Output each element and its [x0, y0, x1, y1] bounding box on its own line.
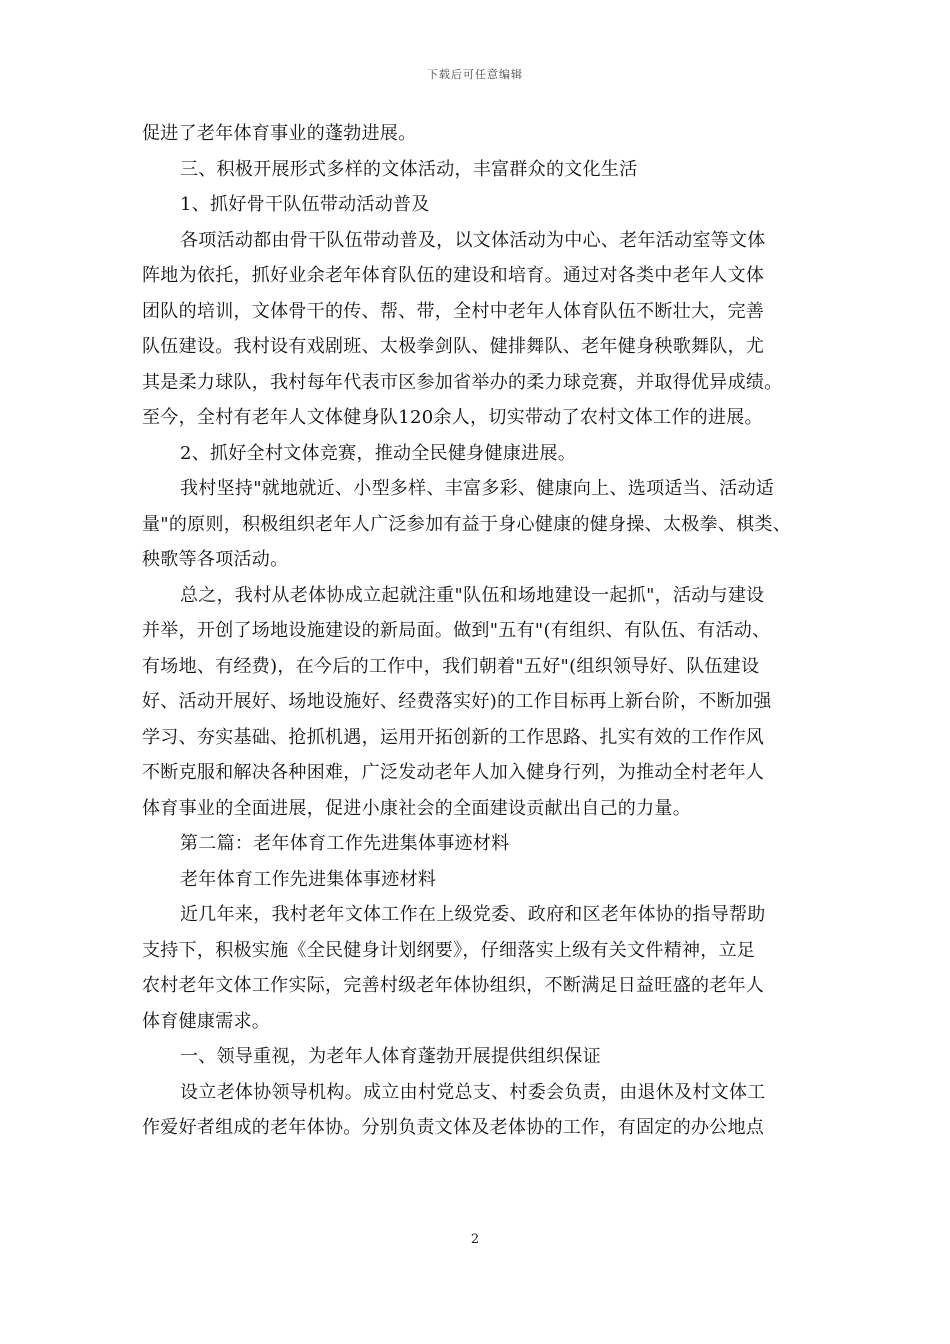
text-line: 农村老年文体工作实际，完善村级老年体协组织，不断满足日益旺盛的老年人 — [142, 975, 765, 996]
text-line: 第二篇：老年体育工作先进集体事迹材料 — [180, 833, 510, 854]
text-line: 并举，开创了场地设施建设的新局面。做到"五有"(有组织、有队伍、有活动、 — [142, 620, 771, 641]
text-line: 各项活动都由骨干队伍带动普及，以文体活动为中心、老年活动室等文体 — [180, 229, 766, 251]
text-line: 阵地为依托，抓好业余老年体育队伍的建设和培育。通过对各类中老年人文体 — [142, 265, 765, 286]
text-line: 促进了老年体育事业的蓬勃进展。 — [142, 123, 417, 144]
text-line: 体育健康需求。 — [142, 1010, 271, 1032]
text-line: 总之，我村从老体协成立起就注重"队伍和场地建设一起抓"，活动与建设 — [180, 584, 765, 606]
text-line: 秧歌等各项活动。 — [142, 549, 289, 570]
text-line: 不断克服和解决各种困难，广泛发动老年人加入健身行列，为推动全村老年人 — [142, 762, 765, 783]
text-line: 2、抓好全村文体竞赛，推动全民健身健康进展。 — [180, 442, 577, 464]
text-line: 1、抓好骨干队伍带动活动普及 — [180, 194, 430, 215]
text-line: 有场地、有经费)，在今后的工作中，我们朝着"五好"(组织领导好、队伍建设 — [142, 655, 760, 677]
text-line: 三、积极开展形式多样的文体活动，丰富群众的文化生活 — [180, 158, 638, 180]
text-line: 我村坚持"就地就近、小型多样、丰富多彩、健康向上、选项适当、活动适 — [180, 478, 775, 499]
text-line: 支持下，积极实施《全民健身计划纲要》，仔细落实上级有关文件精神，立足 — [142, 939, 756, 961]
text-line: 至今，全村有老年人文体健身队120余人，切实带动了农村文体工作的进展。 — [142, 407, 763, 428]
text-line: 近几年来，我村老年文体工作在上级党委、政府和区老年体协的指导帮助 — [180, 904, 766, 925]
text-line: 好、活动开展好、场地设施好、经费落实好)的工作目标再上新台阶，不断加强 — [142, 691, 772, 712]
text-line: 一、领导重视，为老年人体育蓬勃开展提供组织保证 — [180, 1046, 601, 1067]
text-line: 其是柔力球队，我村每年代表市区参加省举办的柔力球竞赛，并取得优异成绩。 — [142, 371, 783, 393]
text-line: 体育事业的全面进展，促进小康社会的全面建设贡献出自己的力量。 — [142, 797, 691, 819]
page-number: 2 — [470, 1232, 480, 1247]
text-line: 设立老体协领导机构。成立由村党总支、村委会负责，由退休及村文体工 — [180, 1081, 766, 1103]
text-line: 团队的培训，文体骨干的传、帮、带，全村中老年人体育队伍不断壮大，完善 — [142, 300, 765, 322]
document-body — [142, 116, 810, 1146]
header-note: 下载后可任意编辑 — [427, 68, 523, 81]
text-line: 作爱好者组成的老年体协。分别负责文体及老体协的工作，有固定的办公地点 — [142, 1117, 765, 1138]
text-line: 量"的原则，积极组织老年人广泛参加有益于身心健康的健身操、太极拳、棋类、 — [142, 513, 792, 535]
text-line: 老年体育工作先进集体事迹材料 — [180, 868, 437, 890]
text-line: 队伍建设。我村设有戏剧班、太极拳剑队、健排舞队、老年健身秧歌舞队，尤 — [142, 336, 765, 357]
text-line: 学习、夯实基础、抢抓机遇，运用开拓创新的工作思路、扎实有效的工作作风 — [142, 726, 765, 748]
